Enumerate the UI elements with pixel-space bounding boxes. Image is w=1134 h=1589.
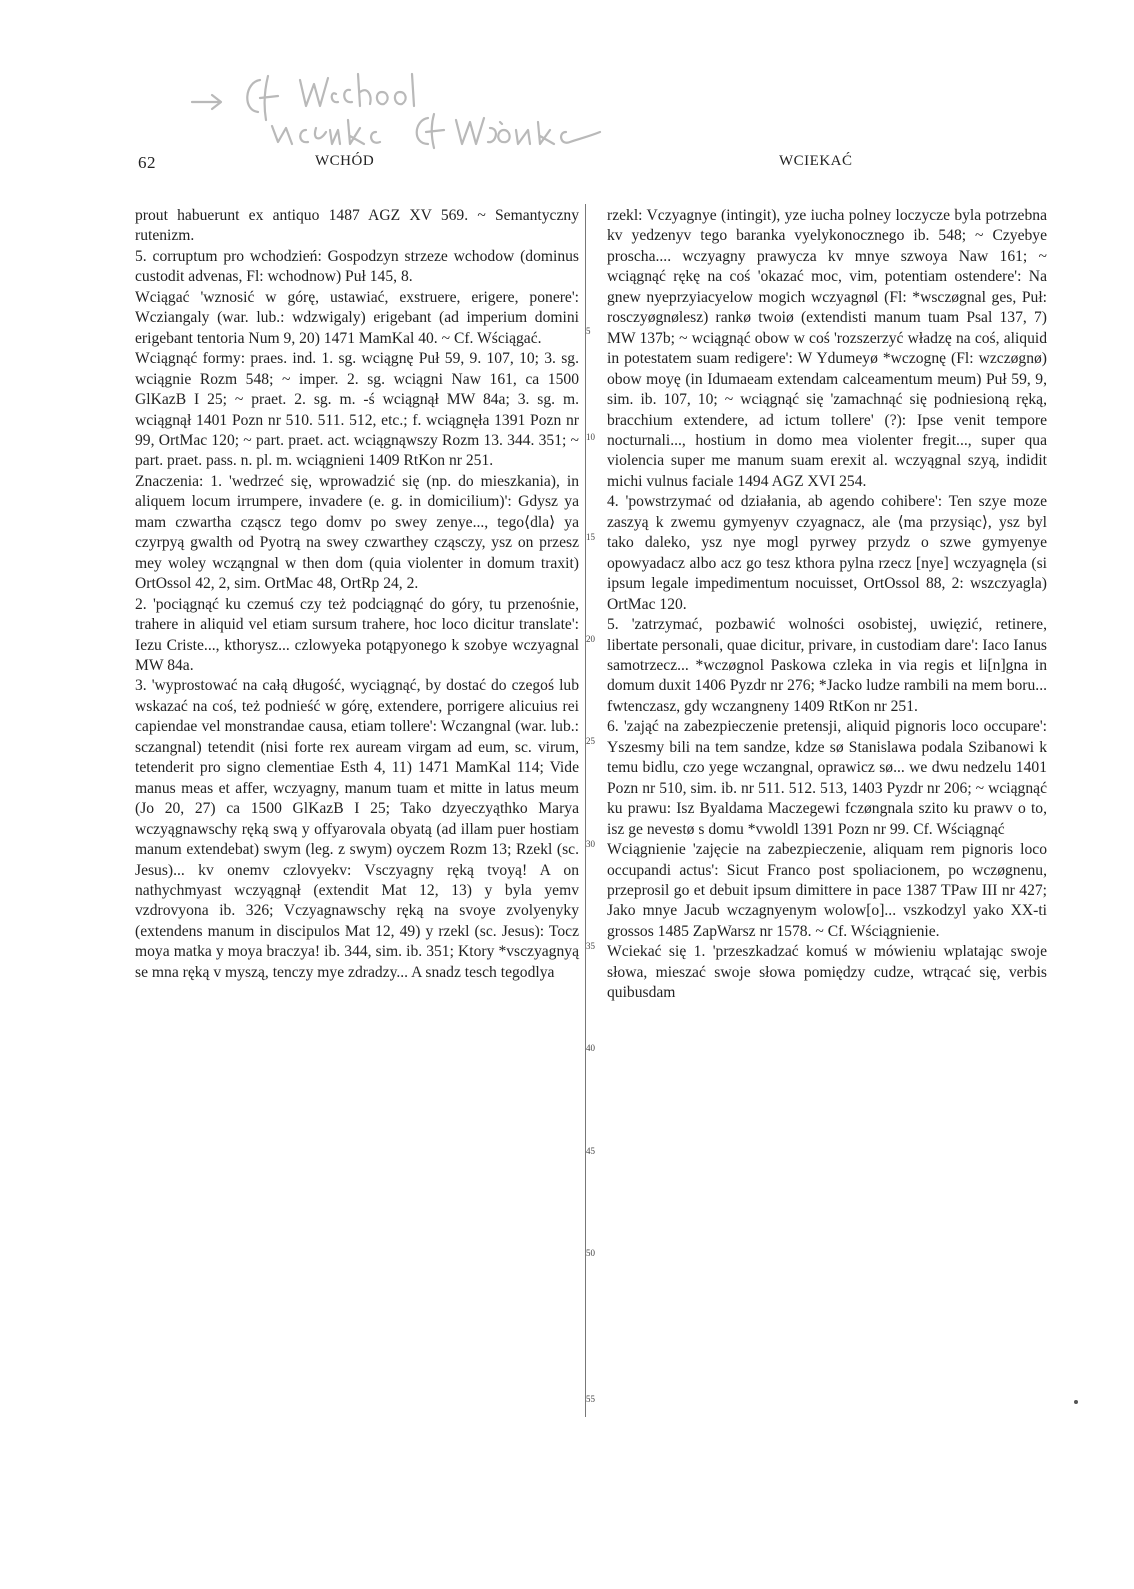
left-column xyxy=(135,206,579,983)
line-number: 25 xyxy=(586,736,595,746)
entry-paragraph: 6. 'zająć na zabezpieczenie pretensji, aliquid pignoris loco occupare': Yszesmy bili na tem sandze, kdze sø Stanislawa podala Szibanowi k temu bidlu, czo yege wczangnal, oprawicz sø... we dwu nedzelu 1401 Pozn nr 510, sim. ib. nr 511. 512. 513, 1403 Pyzdr nr 206; ~ wciągnąć ku prawu: Isz Byaldama Maczegewi fczøngnala szito ku prawv o to, isz ge nevestø s domu *vwoldl 1391 Pozn nr 99. Cf. Wściągnąć xyxy=(607,718,1047,838)
right-running-head: WCIEKAĆ xyxy=(779,153,853,169)
line-number: 15 xyxy=(586,532,595,542)
line-number: 55 xyxy=(586,1394,595,1404)
stray-mark xyxy=(1074,1400,1078,1404)
entry-paragraph: 3. 'wyprostować na całą długość, wyciągnąć, by dostać do czegoś lub wskazać na coś, też podnieść w górę, extendere, porrigere alicuius rei capiendae vel monstrandae causa, etiam tollere': Wczangnal (war. lub.: sczangnal) tetendit (nisi forte rex auream virgam ad eum, sc. virum, tetenderit pro signo clementiae Esth 4, 11) 1471 MamKal 114; Vide manus meas et affer, wczyagny, manum tuam et mitte in latus meum (Jo 20, 27) ca 1500 GlKazB I 25; Tako dzyeczyąthko Marya wczyągnawschy ręką swą y offyarovala obyatą (ad illam puer hostiam manum extendebat) swym (leg. z swym) oyczem Rozm 13; Rzekl (sc. Jesus)... kv onemv czlovyekv: Vsczyagny ręką tvoyą! A on nathychmyast wczyągnął (extendit Mat 12, 13) y byla yemv vzdrovyona ib. 326; Vczyagnawschy ręką na svoye zvolyenyky (extendens manum in discipulos Mat 12, 49) y rzekl (sc. Jesus): Tocz moya matka y moya braczya! ib. 344, sim. ib. 351; Ktory *vsczyagnyą se mna ręką v myszą, tenczy mye zdradzy... A snadz tesch tegodlya xyxy=(135,677,579,981)
line-number: 5 xyxy=(586,326,591,336)
page-number: 62 xyxy=(138,153,156,172)
entry-paragraph: 5. corruptum pro wchodzień: Gospodzyn strzeze wchodow (dominus custodit advenas, Fl: wchodnow) Puł 145, 8. xyxy=(135,247,579,286)
left-running-head: WCHÓD xyxy=(315,153,375,169)
line-number: 30 xyxy=(586,839,595,849)
entry-paragraph: 5. 'zatrzymać, pozbawić wolności osobistej, uwięzić, retinere, libertate personali, quae dicitur, privare, in custodiam dare': Iaco Ianus samotrzecz... *wczøgnol Paskowa czleka in via regis et li[n]gna in domum duxit 1406 Pyzdr nr 276; *Jacko ludze rambili na mem boru... fwtenczasz, gdy wczangneny 1409 RtKon nr 251. xyxy=(607,616,1047,715)
entry-paragraph: 4. 'powstrzymać od działania, ab agendo cohibere': Ten szye moze zaszyą k zwemu gymyenyv czyagnacz, ale ⟨ma przysiąc⟩, ysz byl tako daleko, ysz nye mogl pyrwey przydz o szwe gymyenye opowyadacz albo acz go tesz kthora pylna rzecz [nye] wczyagnęla (si ipsum legale impedimentum nocuisset, OrtOssol 88, 2: wszczyagla) OrtMac 120. xyxy=(607,493,1047,613)
column-divider xyxy=(585,204,586,1417)
line-number: 40 xyxy=(586,1043,595,1053)
entry-paragraph: Wciągnąć formy: praes. ind. 1. sg. wciągnę Puł 59, 9. 107, 10; 3. sg. wciągnie Rozm 548; ~ imper. 2. sg. wciągni Naw 161, ca 1500 GlKazB I 25; ~ praet. 2. sg. m. -ś wciągnął MW 84a; 3. sg. m. wciągnął 1401 Pozn nr 510. 511. 512, etc.; f. wciągnęła 1391 Pozn nr 99, OrtMac 120; ~ part. praet. act. wciągnąwszy Rozm 13. 344. 351; ~ part. praet. pass. n. pl. m. wciągnieni 1409 RtKon nr 251. xyxy=(135,350,579,470)
entry-paragraph: prout habuerunt ex antiquo 1487 AGZ XV 569. ~ Semantyczny rutenizm. xyxy=(135,207,579,245)
entry-paragraph: rzekl: Vczyagnye (intingit), yze iucha polney loczycze byla potrzebna kv yedzenyv tego baranka vyelykonocznego ib. 548; ~ Czyebye proscha.... wczyagny prawycza kv mnye szwoya Naw 161; ~ wciągnąć rękę na coś 'okazać moc, vim, potentiam ostendere': Na gnew nyeprzyiacyelow mogich wczyagnøl (Fl: *wsczøgnal ges, Puł: rosczyøgnølesz) rankø twoiø (extendisti manum tuam Psal 137, 7) MW 137b; ~ wciągnąć obow w coś 'rozszerzyć władzę na coś, aliquid in potestatem suam redigere': W Ydumeyø *wczognę (Fl: wzczøgnø) obow moyę (in Idumaeam extendam calceamentum meum) Puł 59, 9, sim. ib. 107, 10; ~ wciągnąć się 'zamachnąć się podniesioną ręką, bracchium extendere, ad ictum tollere' (?): Ipse venit tempore nocturnali..., hostium in domo mea violenter fregit..., super qua violencia super me manum suam erexit al. wczyągnal szyą, indidit michi vulnus faciale 1494 AGZ XVI 254. xyxy=(607,207,1047,490)
entry-paragraph: Znaczenia: 1. 'wedrzeć się, wprowadzić się (np. do mieszkania), in aliquem locum irrumpere, invadere (e. g. in domicilium)': Gdysz ya mam czwartha cząscz tego domv po swey zenye..., tego⟨dla⟩ ya czyrpyą gwalth od Pyotrą na swey czwarthey cząsczy, ysz on przesz mey woley wcząngnal w then dom (quia violenter in domum traxit) OrtOssol 42, 2, sim. OrtMac 48, OrtRp 24, 2. xyxy=(135,472,579,593)
entry-paragraph: 2. 'pociągnąć ku czemuś czy też podciągnąć do góry, tu przenośnie, trahere in aliquid vel etiam sursum trahere, hoc loco dicitur translate': Iezu Criste..., kthorysz... czlowyeka potąpyonego k szobye wczyagnal MW 84a. xyxy=(135,595,579,674)
line-number: 20 xyxy=(586,634,595,644)
handwritten-annotation xyxy=(190,70,610,150)
line-number: 50 xyxy=(586,1248,595,1258)
entry-paragraph: Wciągnienie 'zajęcie na zabezpieczenie, aliquam rem pignoris loco occupandi actus': Sicut Franco post spoliacionem, po wczøgnenu, przeprosil go et debuit ipsum dimittere in pace 1387 TPaw III nr 427; Jako mnye Jacub wczagnyenym wolow[o]... vszkodzyl yako XX-ti grossos 1485 ZapWarsz nr 1578. ~ Cf. Wściągnienie. xyxy=(607,841,1047,940)
right-column xyxy=(607,206,1047,1004)
line-number: 10 xyxy=(586,432,595,442)
line-number: 35 xyxy=(586,941,595,951)
entry-paragraph: Wciekać się 1. 'przeszkadzać komuś w mówieniu wplatając swoje słowa, mieszać swoje słowa pomiędzy cudze, wtrącać się, verbis quibusdam xyxy=(607,943,1047,1002)
line-number: 45 xyxy=(586,1146,595,1156)
entry-paragraph: Wciągać 'wznosić w górę, ustawiać, exstruere, erigere, ponere': Wcziangaly (war. lub.: wdzwigaly) erigebant (ad imperium domini erigebant tentoria Num 9, 20) 1471 MamKal 40. ~ Cf. Wściągać. xyxy=(135,288,579,347)
